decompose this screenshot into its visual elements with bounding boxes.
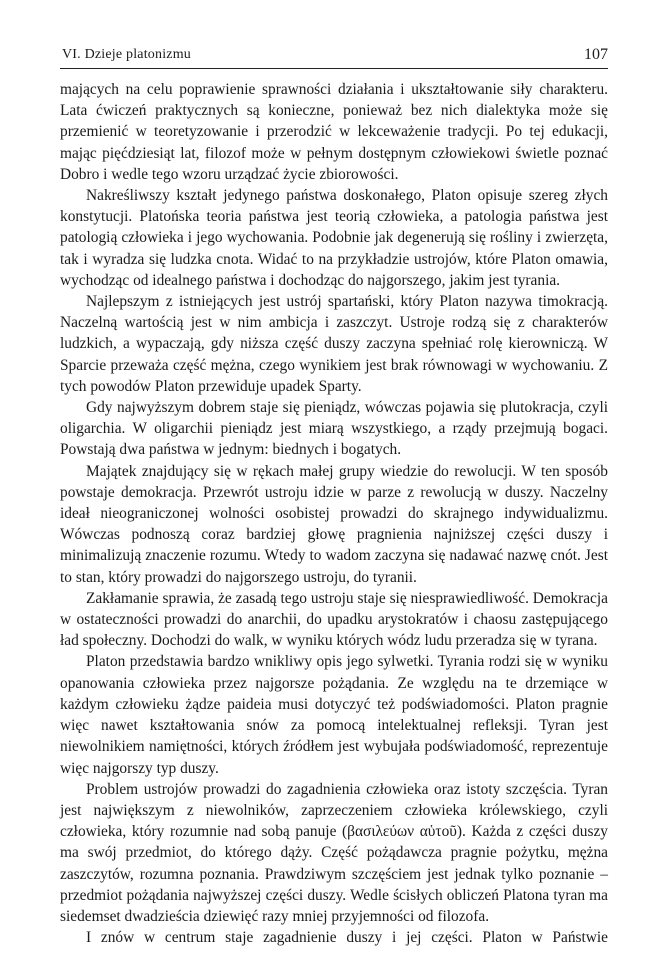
paragraph: Problem ustrojów prowadzi do zagadnienia człowieka oraz istoty szczęścia. Tyran jest największym z niewolników, zaprzeczeniem człowieka królewskiego, czyli człowieka, który rozumnie nad sobą panuje (βασιλεύων αὑτοῦ). Każda z części duszy ma swój przedmiot, do którego dąży. Część pożądawcza pragnie pożytku, mężna zaszczytów, rozumna poznania. Prawdziwym szczęściem jest jednak tylko poznanie – przedmiot pożądania najwyższej części duszy. Wedle ścisłych obliczeń Platona tyran ma siedemset dwadzieścia dziewięć razy mniej przyjemności od filozofa. [60,780,608,925]
paragraph: Gdy najwyższym dobrem staje się pieniądz, wówczas pojawia się plutokracja, czyli oligarchia. W oligarchii pieniądz jest miarą wszystkiego, a rządy przejmują bogaci. Powstają dwa państwa w jednym: biednych i bogatych. [60,399,608,459]
paragraph: Nakreśliwszy kształt jedynego państwa doskonałego, Platon opisuje szereg złych konstytucji. Platońska teoria państwa jest teorią człowieka, a patologia państwa jest patologią człowieka i jego wychowania. Podobnie jak degenerują się rośliny i zwierzęta, tak i wyradza się ludzka cnota. Widać to na przykładzie ustrojów, które Platon omawia, wychodząc od idealnego państwa i dochodząc do najgorszego, jakim jest tyrania. [60,187,608,289]
paragraph: Platon przedstawia bardzo wnikliwy opis jego sylwetki. Tyrania rodzi się w wyniku opanowania człowieka przez najgorsze pożądania. Ze względu na te drzemiące w każdym człowieku żądze paideia musi dotyczyć też podświadomości. Platon pragnie więc nawet kształtowania snów za pomocą intelektualnej refleksji. Tyran jest niewolnikiem namiętności, których źródłem jest wybujała podświadomość, reprezentuje więc najgorszy typ duszy. [60,653,608,777]
chapter-title: VI. Dzieje platonizmu [62,47,191,62]
paragraph: I znów w centrum staje zagadnienie duszy i jej części. Platon w Państwie [86,929,608,947]
page-number: 107 [584,46,608,63]
paragraph: Majątek znajdujący się w rękach małej grupy wiedzie do rewolucji. W ten sposób powstaje demokracja. Przewrót ustroju idzie w parze z rewolucją w duszy. Naczelny ideał nieograniczonej wolności osobistej prowadzi do skrajnego indywidualizmu. Wówczas podnoszą coraz bardziej głowę pragnienia najniższej części duszy i minimalizują znaczenie rozumu. Wtedy to wadom zaczyna się nadawać nazwę cnót. Jest to stan, który prowadzi do najgorszego ustroju, do tyranii. [60,462,608,586]
paragraph: mających na celu poprawienie sprawności działania i ukształtowanie siły charakteru. Lata ćwiczeń praktycznych są konieczne, ponieważ bez nich dialektyka może się przemienić w teoretyzowanie i przerodzić w lekceważenie tradycji. Po tej edukacji, mając pięćdziesiąt lat, filozof może w pełnym dostępnym człowiekowi świetle poznać Dobro i wedle tego wzoru urządzać życie zbiorowości. [60,81,608,183]
body-text [60,79,608,948]
running-header [60,44,608,69]
paragraph: Najlepszym z istniejących jest ustrój spartański, który Platon nazywa timokracją. Naczelną wartością jest w nim ambicja i zaszczyt. Ustroje rodzą się z charakterów ludzkich, a wypaczają, gdy niższa część duszy zaczyna spełniać rolę kierowniczą. W Sparcie przeważa część mężna, czego wynikiem jest brak równowagi w wychowaniu. Z tych powodów Platon przewiduje upadek Sparty. [60,293,608,395]
paragraph: Zakłamanie sprawia, że zasadą tego ustroju staje się niesprawiedliwość. Demokracja w ostateczności prowadzi do anarchii, do upadku arystokratów i chaosu zastępującego ład społeczny. Dochodzi do walk, w wyniku których wódz ludu przeradza się w tyrana. [60,589,608,650]
